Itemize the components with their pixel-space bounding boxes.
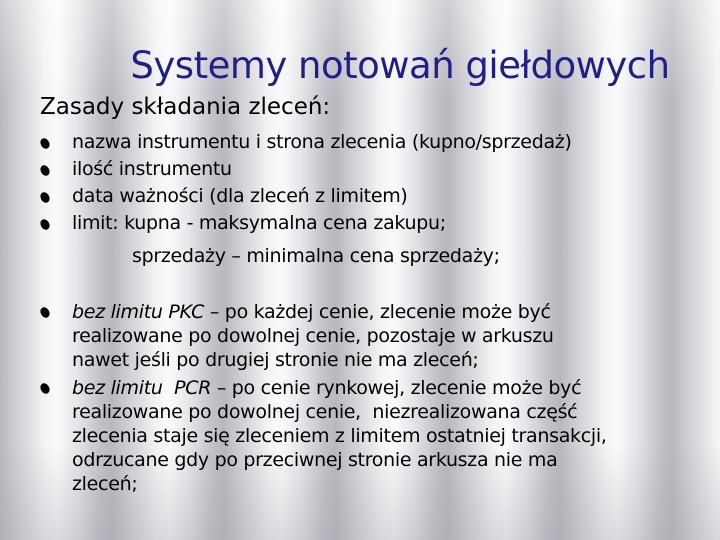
- order-type-description-line: realizowane po dowolnej cenie, pozostaje w arkuszu: [72, 325, 554, 347]
- bullet-icon: [39, 137, 52, 151]
- bullet-icon: [39, 164, 52, 178]
- order-type-description-line: odrzucane gdy po przeciwnej stronie arkusza nie ma: [72, 449, 558, 471]
- rule-text-continuation: sprzedaży – minimalna cena sprzedaży;: [132, 245, 500, 267]
- rule-text: ilość instrumentu: [72, 158, 232, 180]
- order-type-text: [72, 300, 554, 372]
- order-type-name: bez limitu PCR: [72, 377, 212, 399]
- order-type-description-line: realizowane po dowolnej cenie, niezrealizowana część: [72, 401, 578, 423]
- order-type-description: – po cenie rynkowej, zlecenie może być: [211, 377, 582, 399]
- bullet-icon: [39, 191, 52, 205]
- slide-title: Systemy notowań giełdowych: [130, 44, 670, 87]
- bullet-icon: [39, 218, 52, 232]
- slide-subtitle: Zasady składania zleceń:: [40, 94, 331, 120]
- bullet-icon: [39, 382, 52, 396]
- rule-text: data ważności (dla zleceń z limitem): [72, 185, 408, 207]
- order-type-name: bez limitu PKC: [72, 301, 205, 323]
- order-type-description-line: zlecenia staje się zleceniem z limitem ostatniej transakcji,: [72, 425, 607, 447]
- order-type-description: – po każdej cenie, zlecenie może być: [204, 301, 551, 323]
- rule-text: limit: kupna - maksymalna cena zakupu;: [72, 212, 446, 234]
- bullet-icon: [39, 306, 52, 320]
- order-type-description-line: nawet jeśli po drugiej stronie nie ma zleceń;: [72, 349, 479, 371]
- rule-text: nazwa instrumentu i strona zlecenia (kupno/sprzedaż): [72, 131, 572, 153]
- order-type-text: [72, 376, 607, 496]
- order-type-description-line: zleceń;: [72, 473, 138, 495]
